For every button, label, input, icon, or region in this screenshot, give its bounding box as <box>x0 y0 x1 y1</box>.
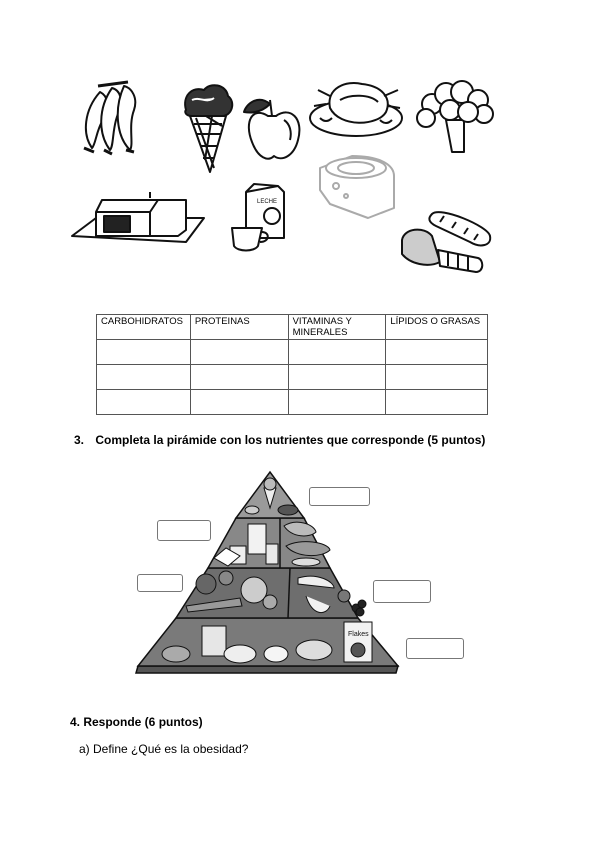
section-3-number: 3. <box>74 433 85 447</box>
section-3-title: Completa la pirámide con los nutrientes que corresponde (5 puntos) <box>95 433 486 447</box>
section-4-heading: 4. Responde (6 puntos) <box>70 715 203 729</box>
table-cell[interactable] <box>97 390 191 415</box>
pyramid-answer-box-right-lower[interactable] <box>406 638 464 659</box>
pyramid-answer-box-left-upper[interactable] <box>157 520 211 541</box>
table-cell[interactable] <box>386 340 488 365</box>
table-cell[interactable] <box>386 390 488 415</box>
cheese-image <box>320 156 394 218</box>
table-header-row <box>97 315 488 340</box>
table-cell[interactable] <box>288 390 386 415</box>
apple-image <box>244 100 299 159</box>
ice-cream-image <box>185 85 232 172</box>
header-vitaminas: VITAMINAS Y MINERALES <box>288 315 386 340</box>
table-cell[interactable] <box>97 365 191 390</box>
question-a: a) Define ¿Qué es la obesidad? <box>79 742 249 756</box>
header-lipidos: LÍPIDOS O GRASAS <box>386 315 488 340</box>
table-cell[interactable] <box>288 340 386 365</box>
pyramid-answer-box-left-middle[interactable] <box>137 574 183 592</box>
food-illustrations <box>0 0 600 290</box>
broccoli-image <box>417 81 493 152</box>
table-cell[interactable] <box>386 365 488 390</box>
butter-image <box>72 192 204 242</box>
table-row <box>97 340 488 365</box>
nutrient-classification-table <box>96 314 488 415</box>
header-carbohidratos: CARBOHIDRATOS <box>97 315 191 340</box>
roast-chicken-image <box>310 83 402 136</box>
milk-carton-label: LECHE <box>257 199 278 205</box>
table-row <box>97 390 488 415</box>
pyramid-answer-box-top[interactable] <box>309 487 370 506</box>
pyramid-answer-box-right-middle[interactable] <box>373 580 431 603</box>
table-cell[interactable] <box>288 365 386 390</box>
header-proteinas: PROTEINAS <box>190 315 288 340</box>
milk-carton-image <box>232 184 284 251</box>
table-cell[interactable] <box>190 340 288 365</box>
bread-image <box>402 212 490 272</box>
table-row <box>97 365 488 390</box>
section-3-heading <box>74 433 485 447</box>
bananas-image <box>84 82 135 154</box>
table-cell[interactable] <box>190 365 288 390</box>
cereal-box-label: Flakes <box>348 631 369 638</box>
table-cell[interactable] <box>190 390 288 415</box>
table-cell[interactable] <box>97 340 191 365</box>
